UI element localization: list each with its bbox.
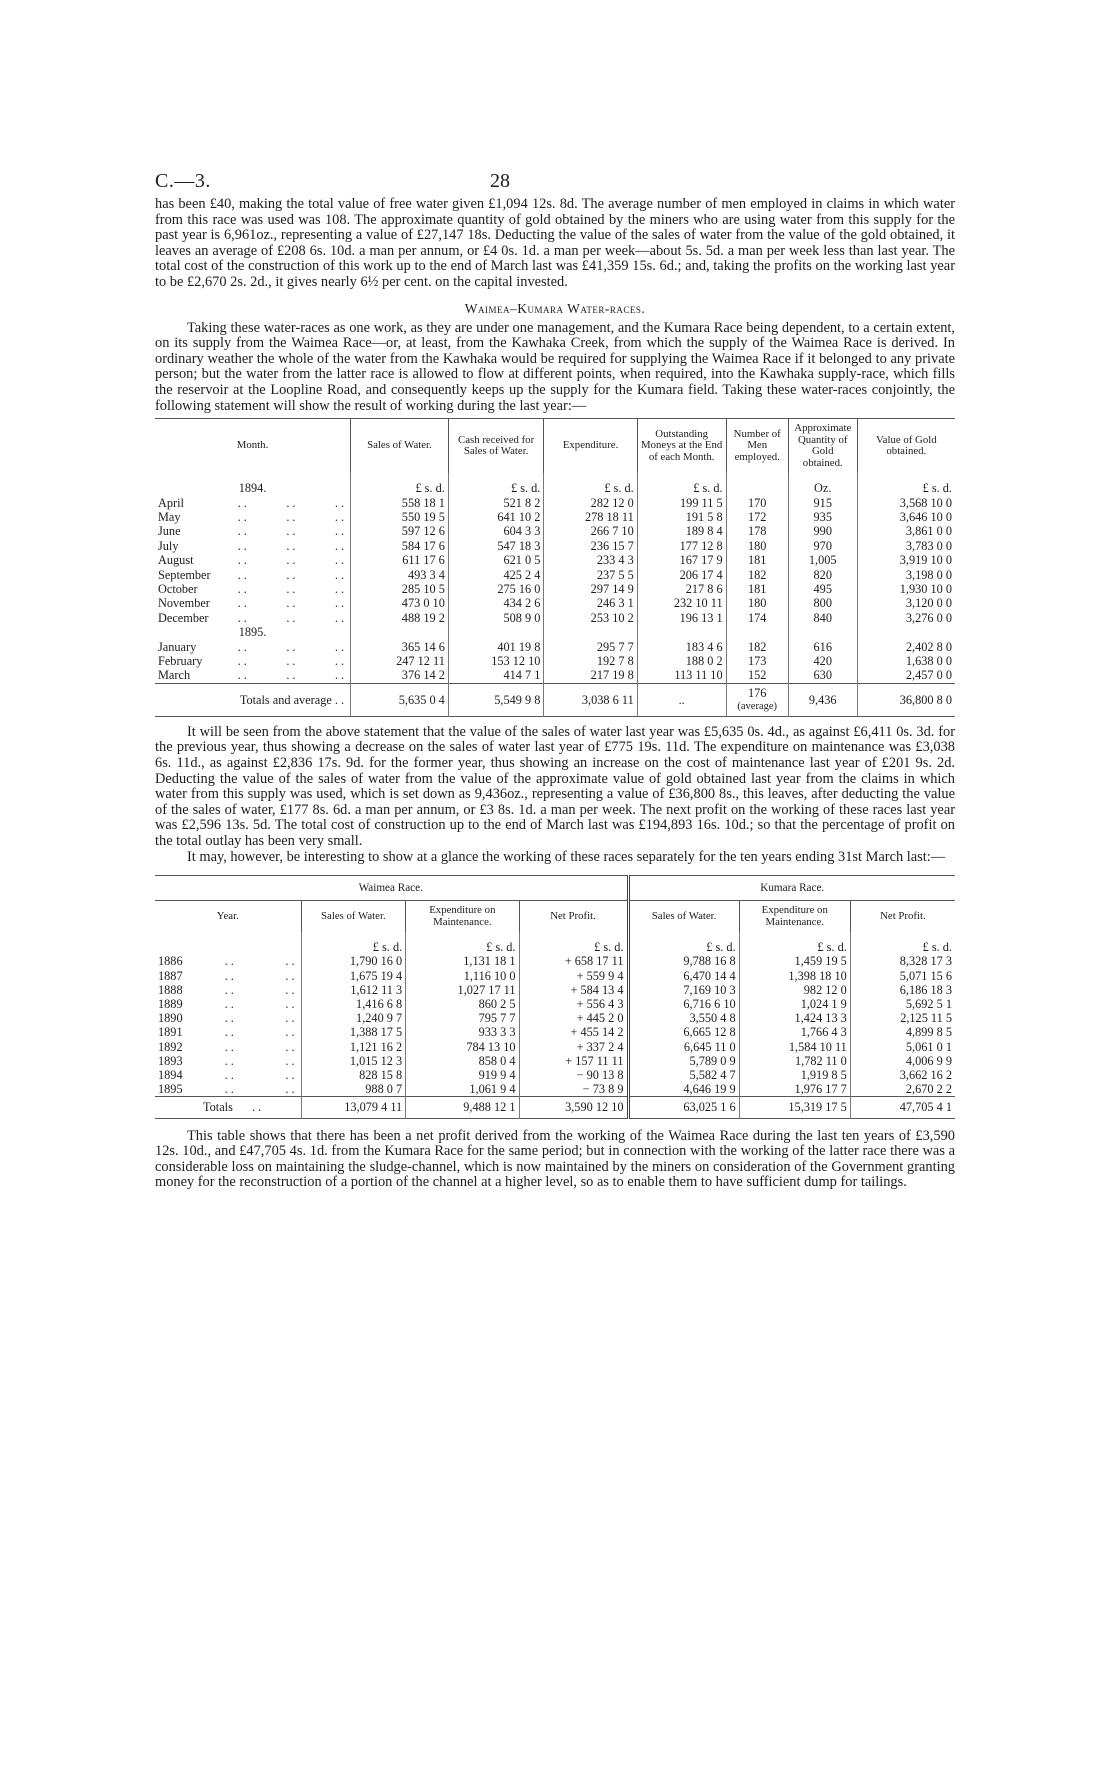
leader-dots: .. .. .. — [237, 567, 348, 582]
total-waimea-expenditure: 9,488 12 1 — [406, 1097, 519, 1118]
waimea-race-group: Waimea Race. — [155, 876, 628, 901]
outstanding-cell: 232 10 11 — [637, 596, 726, 610]
kumara-profit-cell: 4,006 9 9 — [850, 1054, 955, 1068]
totals-label: Totals and average .. — [155, 683, 351, 716]
gold-value-cell: 3,198 0 0 — [857, 568, 955, 582]
table-row — [155, 969, 955, 983]
year-cell — [155, 1054, 301, 1068]
unit-label: £ s. d. — [448, 473, 544, 495]
table-row — [155, 582, 955, 596]
waimea-sales-cell: 1,388 17 5 — [301, 1025, 406, 1039]
cash-cell: 275 16 0 — [448, 582, 544, 596]
group-header-row — [155, 876, 955, 901]
waimea-sales-cell: 1,121 16 2 — [301, 1040, 406, 1054]
col-month-header: Month. — [236, 439, 269, 452]
year-label: 1889 — [158, 996, 183, 1011]
table-row — [155, 1040, 955, 1054]
waimea-sales-cell: 1,240 9 7 — [301, 1011, 406, 1025]
month-label: October — [158, 581, 198, 596]
leader-dots: .. .. — [224, 1025, 298, 1040]
year-label: 1888 — [158, 982, 183, 997]
document-reference: C.—3. — [155, 169, 211, 192]
document-page — [155, 165, 955, 1191]
outstanding-cell: 167 17 9 — [637, 553, 726, 567]
month-cell — [155, 524, 351, 538]
month-cell — [155, 496, 351, 510]
gold-value-cell: 3,919 10 0 — [857, 553, 955, 567]
total-gold-value: 36,800 8 0 — [857, 683, 955, 716]
kumara-expenditure-cell: 1,459 19 5 — [739, 954, 850, 968]
men-cell: 170 — [726, 496, 788, 510]
month-cell — [155, 596, 351, 610]
table-row — [155, 1082, 955, 1097]
leader-dots: .. .. — [224, 968, 298, 983]
unit-label: £ s. d. — [544, 473, 637, 495]
table2-units-row — [155, 932, 955, 954]
table-row — [155, 1068, 955, 1082]
sales-cell: 584 17 6 — [351, 539, 449, 553]
kumara-sales-cell: 6,665 12 8 — [628, 1025, 739, 1039]
paragraph-1: has been £40, making the total value of free water given £1,094 12s. 8d. The average number of men employed in claims in which water from this race was used was 108. The approximate quantity of gold obtained by the miners who are using water from this supply for the past year is 6,961oz., representing a value of £27,147 18s. Deducting the value of the sales of water from the value of the gold obtained, it leaves an average of £208 6s. 10d. a man per annum, or £4 0s. 1d. a man per week—about 5s. 5d. a man per week less than last year. The total cost of the construction of this work up to the end of March last was £41,359 15s. 6d.; and, taking the profits on the working last year to be £2,670 2s. 2d., it gives nearly 6½ per cent. on the capital invested. — [155, 196, 955, 290]
waimea-expenditure-cell: 919 9 4 — [406, 1068, 519, 1082]
leader-dots: .. .. .. — [237, 495, 348, 510]
year-cell — [155, 1082, 301, 1097]
col-men-header: Number of Men employed. — [726, 419, 788, 474]
col-cash-header: Cash received for Sales of Water. — [448, 419, 544, 474]
sales-cell: 550 19 5 — [351, 510, 449, 524]
total-waimea-sales: 13,079 4 11 — [301, 1097, 406, 1118]
unit-label: £ s. d. — [850, 932, 955, 954]
sales-cell: 488 19 2 — [351, 611, 449, 625]
expenditure-cell: 295 7 7 — [544, 640, 637, 654]
expenditure-cell: 282 12 0 — [544, 496, 637, 510]
gold-quantity-cell: 616 — [788, 640, 857, 654]
expenditure-cell: 236 15 7 — [544, 539, 637, 553]
waimea-profit-cell: + 157 11 11 — [519, 1054, 628, 1068]
year-cell — [155, 1068, 301, 1082]
month-cell — [155, 553, 351, 567]
men-cell: 172 — [726, 510, 788, 524]
leader-dots: .. .. — [224, 1082, 298, 1097]
sales-cell: 493 3 4 — [351, 568, 449, 582]
month-label: June — [158, 524, 181, 539]
waimea-profit-cell: + 658 17 11 — [519, 954, 628, 968]
kumara-sales-cell: 9,788 16 8 — [628, 954, 739, 968]
kumara-expenditure-cell: 1,584 10 11 — [739, 1040, 850, 1054]
year-cell — [155, 1040, 301, 1054]
waimea-sales-cell: 1,416 6 8 — [301, 997, 406, 1011]
month-cell — [155, 510, 351, 524]
leader-dots: .. .. — [224, 1011, 298, 1026]
section-heading: Waimea–Kumara Water-races. — [464, 300, 646, 316]
col-gold-value-header: Value of Gold obtained. — [857, 419, 955, 474]
month-cell — [155, 668, 351, 683]
year-cell — [155, 969, 301, 983]
kumara-profit-cell: 2,125 11 5 — [850, 1011, 955, 1025]
outstanding-cell: 189 8 4 — [637, 524, 726, 538]
table-row — [155, 954, 955, 968]
leader-dots: .. .. — [224, 982, 298, 997]
leader-dots: .. .. .. — [237, 524, 348, 539]
unit-label: £ s. d. — [857, 473, 955, 495]
cash-cell: 604 3 3 — [448, 524, 544, 538]
kumara-sales-cell: 6,716 6 10 — [628, 997, 739, 1011]
men-cell: 180 — [726, 596, 788, 610]
men-cell: 182 — [726, 568, 788, 582]
col-kumara-expenditure-header: Expenditure on Maintenance. — [739, 901, 850, 933]
table2-totals-row — [155, 1097, 955, 1118]
waimea-profit-cell: + 445 2 0 — [519, 1011, 628, 1025]
col-kumara-profit-header: Net Profit. — [850, 901, 955, 933]
waimea-sales-cell: 1,675 19 4 — [301, 969, 406, 983]
table-row — [155, 568, 955, 582]
sales-cell: 611 17 6 — [351, 553, 449, 567]
waimea-expenditure-cell: 1,027 17 11 — [406, 983, 519, 997]
gold-quantity-cell: 495 — [788, 582, 857, 596]
gold-quantity-cell: 990 — [788, 524, 857, 538]
table-row — [155, 611, 955, 625]
total-cash: 5,549 9 8 — [448, 683, 544, 716]
month-cell — [155, 611, 351, 625]
month-label: August — [158, 553, 194, 568]
outstanding-cell: 199 11 5 — [637, 496, 726, 510]
leader-dots: .. .. .. — [237, 668, 348, 683]
month-label: September — [158, 567, 211, 582]
leader-dots: .. .. .. — [237, 538, 348, 553]
monthly-statement-table — [155, 418, 955, 717]
running-header — [155, 165, 955, 197]
col-sales-header: Sales of Water. — [351, 419, 449, 474]
men-cell: 182 — [726, 640, 788, 654]
outstanding-cell: 188 0 2 — [637, 654, 726, 668]
table-row — [155, 553, 955, 567]
gold-quantity-cell: 915 — [788, 496, 857, 510]
year-label: 1887 — [158, 968, 183, 983]
sales-cell: 247 12 11 — [351, 654, 449, 668]
year-label: 1890 — [158, 1011, 183, 1026]
kumara-expenditure-cell: 1,398 18 10 — [739, 969, 850, 983]
waimea-profit-cell: + 584 13 4 — [519, 983, 628, 997]
totals-label: Totals .. — [155, 1097, 301, 1118]
gold-value-cell: 2,457 0 0 — [857, 668, 955, 683]
paragraph-3: It will be seen from the above statement that the value of the sales of water last year was £5,635 0s. 4d., as against £6,411 0s. 3d. for the previous year, thus showing a decrease on the sales of water last year of £775 19s. 11d. The expenditure on maintenance was £3,038 6s. 11d., as against £2,836 17s. 9d. for the former year, thus showing an increase on the cost of maintenance last year of £201 9s. 2d. Deducting the value of the sales of water from the value of the approximate value of gold obtained last year from the claims in which water from this supply was used, which is set down as 9,436oz., representing a value of £36,800 8s., this leaves, after deducting the value of the sales of water, £177 8s. 6d. a man per annum, or £3 8s. 1d. a man per week. The next profit on the working of these races last year was £2,596 13s. 5d. The total cost of construction up to the end of March last was £194,893 16s. 10d.; so that the percentage of profit on the total outlay has been very small. — [155, 723, 955, 849]
gold-quantity-cell: 820 — [788, 568, 857, 582]
col-kumara-sales-header: Sales of Water. — [628, 901, 739, 933]
col-waimea-profit-header: Net Profit. — [519, 901, 628, 933]
outstanding-cell: 191 5 8 — [637, 510, 726, 524]
table-row — [155, 1054, 955, 1068]
year-label: 1892 — [158, 1039, 183, 1054]
leader-dots: .. .. .. — [237, 509, 348, 524]
col-waimea-sales-header: Sales of Water. — [301, 901, 406, 933]
outstanding-cell: 177 12 8 — [637, 539, 726, 553]
cash-cell: 153 12 10 — [448, 654, 544, 668]
table-row — [155, 539, 955, 553]
kumara-profit-cell: 5,071 15 6 — [850, 969, 955, 983]
month-label: March — [158, 668, 191, 683]
waimea-sales-cell: 828 15 8 — [301, 1068, 406, 1082]
table-row — [155, 983, 955, 997]
total-kumara-profit: 47,705 4 1 — [850, 1097, 955, 1118]
table-row — [155, 1011, 955, 1025]
table1-totals-row — [155, 683, 955, 716]
table-row — [155, 654, 955, 668]
leader-dots: .. .. .. — [237, 610, 348, 625]
cash-cell: 425 2 4 — [448, 568, 544, 582]
outstanding-cell: 206 17 4 — [637, 568, 726, 582]
waimea-profit-cell: + 556 4 3 — [519, 997, 628, 1011]
total-kumara-sales: 63,025 1 6 — [628, 1097, 739, 1118]
table1-header-row — [155, 419, 955, 474]
year-label: 1894. — [238, 481, 267, 496]
expenditure-cell: 237 5 5 — [544, 568, 637, 582]
sales-cell: 376 14 2 — [351, 668, 449, 683]
total-gold-quantity: 9,436 — [788, 683, 857, 716]
table-row — [155, 640, 955, 654]
month-label: February — [158, 654, 203, 668]
year-cell — [155, 997, 301, 1011]
expenditure-cell: 278 18 11 — [544, 510, 637, 524]
kumara-expenditure-cell: 1,424 13 3 — [739, 1011, 850, 1025]
year-cell — [155, 1011, 301, 1025]
sales-cell: 473 0 10 — [351, 596, 449, 610]
expenditure-cell: 253 10 2 — [544, 611, 637, 625]
col-year-header: Year. — [216, 909, 239, 922]
waimea-profit-cell: − 90 13 8 — [519, 1068, 628, 1082]
col-waimea-expenditure-header: Expenditure on Maintenance. — [406, 901, 519, 933]
gold-value-cell: 3,646 10 0 — [857, 510, 955, 524]
table-row — [155, 668, 955, 683]
cash-cell: 521 8 2 — [448, 496, 544, 510]
unit-label: £ s. d. — [637, 473, 726, 495]
col-expenditure-header: Expenditure. — [544, 419, 637, 474]
gold-value-cell: 2,402 8 0 — [857, 640, 955, 654]
gold-value-cell: 3,861 0 0 — [857, 524, 955, 538]
col-gold-quantity-header: Approximate Quantity of Gold obtained. — [788, 419, 857, 474]
waimea-sales-cell: 1,015 12 3 — [301, 1054, 406, 1068]
unit-label: £ s. d. — [351, 473, 449, 495]
cash-cell: 434 2 6 — [448, 596, 544, 610]
men-cell: 174 — [726, 611, 788, 625]
month-cell — [155, 539, 351, 553]
men-cell: 180 — [726, 539, 788, 553]
unit-label: £ s. d. — [406, 932, 519, 954]
paragraph-5: This table shows that there has been a net profit derived from the working of the Waimea Race during the last ten years of £3,590 12s. 10d., and £47,705 4s. 1d. from the Kumara Race for the same period; but in connection with the working of the latter race there was a considerable loss on maintaining the sludge-channel, which is now maintained by the miners on consideration of the Government granting money for the reconstruction of a portion of the channel at a higher level, so as to enable them to have sufficient dump for tailings. — [155, 1127, 955, 1191]
cash-cell: 641 10 2 — [448, 510, 544, 524]
gold-quantity-cell: 840 — [788, 611, 857, 625]
cash-cell: 547 18 3 — [448, 539, 544, 553]
table-row — [155, 496, 955, 510]
kumara-sales-cell: 5,582 4 7 — [628, 1068, 739, 1082]
kumara-expenditure-cell: 1,766 4 3 — [739, 1025, 850, 1039]
expenditure-cell: 233 4 3 — [544, 553, 637, 567]
kumara-profit-cell: 2,670 2 2 — [850, 1082, 955, 1097]
table-row — [155, 524, 955, 538]
year-cell — [155, 954, 301, 968]
gold-value-cell: 3,783 0 0 — [857, 539, 955, 553]
sales-cell: 558 18 1 — [351, 496, 449, 510]
month-cell — [155, 582, 351, 596]
total-kumara-expenditure: 15,319 17 5 — [739, 1097, 850, 1118]
gold-quantity-cell: 420 — [788, 654, 857, 668]
leader-dots: .. .. — [224, 954, 298, 969]
kumara-sales-cell: 6,470 14 4 — [628, 969, 739, 983]
table1-units-row — [155, 473, 955, 495]
month-label: December — [158, 610, 209, 625]
unit-label: £ s. d. — [739, 932, 850, 954]
leader-dots: .. .. .. — [237, 553, 348, 568]
sales-cell: 285 10 5 — [351, 582, 449, 596]
kumara-profit-cell: 5,061 0 1 — [850, 1040, 955, 1054]
leader-dots: .. .. — [224, 1039, 298, 1054]
kumara-sales-cell: 3,550 4 8 — [628, 1011, 739, 1025]
leader-dots: .. .. — [224, 1053, 298, 1068]
men-cell: 178 — [726, 524, 788, 538]
waimea-sales-cell: 1,790 16 0 — [301, 954, 406, 968]
page-number: 28 — [490, 169, 510, 192]
expenditure-cell: 266 7 10 — [544, 524, 637, 538]
cash-cell: 508 9 0 — [448, 611, 544, 625]
cash-cell: 621 0 5 — [448, 553, 544, 567]
year-label: 1891 — [158, 1025, 183, 1040]
waimea-sales-cell: 988 0 7 — [301, 1082, 406, 1097]
gold-value-cell: 3,568 10 0 — [857, 496, 955, 510]
men-cell: 173 — [726, 654, 788, 668]
gold-value-cell: 3,276 0 0 — [857, 611, 955, 625]
waimea-expenditure-cell: 933 3 3 — [406, 1025, 519, 1039]
month-label: July — [158, 538, 179, 553]
outstanding-cell: 183 4 6 — [637, 640, 726, 654]
kumara-sales-cell: 6,645 11 0 — [628, 1040, 739, 1054]
kumara-sales-cell: 7,169 10 3 — [628, 983, 739, 997]
year-cell — [155, 983, 301, 997]
expenditure-cell: 246 3 1 — [544, 596, 637, 610]
outstanding-cell: 113 11 10 — [637, 668, 726, 683]
year-label: 1894 — [158, 1067, 183, 1082]
table2-header-row — [155, 901, 955, 933]
total-outstanding: .. — [637, 683, 726, 716]
kumara-profit-cell: 5,692 5 1 — [850, 997, 955, 1011]
waimea-expenditure-cell: 1,061 9 4 — [406, 1082, 519, 1097]
gold-quantity-cell: 630 — [788, 668, 857, 683]
kumara-profit-cell: 4,899 8 5 — [850, 1025, 955, 1039]
month-cell — [155, 568, 351, 582]
kumara-expenditure-cell: 1,919 8 5 — [739, 1068, 850, 1082]
ten-year-table — [155, 875, 955, 1118]
sales-cell: 365 14 6 — [351, 640, 449, 654]
col-outstanding-header: Outstanding Moneys at the End of each Month. — [637, 419, 726, 474]
table-row — [155, 510, 955, 524]
men-cell: 152 — [726, 668, 788, 683]
total-sales: 5,635 0 4 — [351, 683, 449, 716]
table-row — [155, 596, 955, 610]
month-cell — [155, 640, 351, 654]
leader-dots: .. .. .. — [237, 639, 348, 654]
kumara-expenditure-cell: 1,024 1 9 — [739, 997, 850, 1011]
men-cell: 181 — [726, 582, 788, 596]
total-men: 176 (average) — [726, 683, 788, 716]
month-label: November — [158, 596, 210, 611]
expenditure-cell: 192 7 8 — [544, 654, 637, 668]
leader-dots: .. .. .. — [237, 654, 348, 668]
gold-value-cell: 1,930 10 0 — [857, 582, 955, 596]
table-row — [155, 997, 955, 1011]
unit-label: £ s. d. — [301, 932, 406, 954]
total-waimea-profit: 3,590 12 10 — [519, 1097, 628, 1118]
waimea-expenditure-cell: 795 7 7 — [406, 1011, 519, 1025]
waimea-expenditure-cell: 784 13 10 — [406, 1040, 519, 1054]
waimea-expenditure-cell: 1,131 18 1 — [406, 954, 519, 968]
waimea-profit-cell: + 559 9 4 — [519, 969, 628, 983]
month-label: May — [158, 509, 181, 524]
table-row — [155, 1025, 955, 1039]
unit-label: £ s. d. — [628, 932, 739, 954]
kumara-expenditure-cell: 1,782 11 0 — [739, 1054, 850, 1068]
expenditure-cell: 297 14 9 — [544, 582, 637, 596]
waimea-expenditure-cell: 1,116 10 0 — [406, 969, 519, 983]
year-label: 1895. — [238, 625, 267, 640]
paragraph-4: It may, however, be interesting to show at a glance the working of these races separately for the ten years ending 31st March last:— — [187, 848, 946, 865]
cash-cell: 401 19 8 — [448, 640, 544, 654]
month-cell — [155, 654, 351, 668]
total-expenditure: 3,038 6 11 — [544, 683, 637, 716]
outstanding-cell: 196 13 1 — [637, 611, 726, 625]
waimea-sales-cell: 1,612 11 3 — [301, 983, 406, 997]
gold-quantity-cell: 800 — [788, 596, 857, 610]
kumara-profit-cell: 8,328 17 3 — [850, 954, 955, 968]
year-row — [155, 625, 955, 639]
year-label: 1893 — [158, 1053, 183, 1068]
year-cell — [155, 1025, 301, 1039]
month-label: January — [158, 639, 197, 654]
waimea-expenditure-cell: 858 0 4 — [406, 1054, 519, 1068]
waimea-profit-cell: + 337 2 4 — [519, 1040, 628, 1054]
gold-value-cell: 3,120 0 0 — [857, 596, 955, 610]
gold-quantity-cell: 935 — [788, 510, 857, 524]
month-label: April — [158, 495, 184, 510]
kumara-expenditure-cell: 1,976 17 7 — [739, 1082, 850, 1097]
leader-dots: .. .. .. — [237, 596, 348, 611]
outstanding-cell: 217 8 6 — [637, 582, 726, 596]
waimea-profit-cell: − 73 8 9 — [519, 1082, 628, 1097]
men-cell: 181 — [726, 553, 788, 567]
leader-dots: .. .. — [224, 1067, 298, 1082]
leader-dots: .. .. .. — [237, 581, 348, 596]
year-label: 1895 — [158, 1082, 183, 1097]
kumara-profit-cell: 6,186 18 3 — [850, 983, 955, 997]
waimea-expenditure-cell: 860 2 5 — [406, 997, 519, 1011]
paragraph-2: Taking these water-races as one work, as they are under one management, and the Kumara Race being dependent, to a certain extent, on its supply from the Waimea Race—or, at least, from the Kawhaka Creek, from which the supply of the Waimea Race is derived. In ordinary weather the whole of the water from the Kawhaka would be required for supplying the Waimea Race if it belonged to any private person; but the water from the latter race is allowed to flow at different points, when required, into the Kawhaka supply-race, which fills the reservoir at the Loopline Road, and consequently keeps up the supply for the Kumara field. Taking these water-races conjointly, the following statement will show the result of working during the last year:— — [155, 319, 955, 414]
kumara-race-group: Kumara Race. — [628, 876, 955, 901]
waimea-profit-cell: + 455 14 2 — [519, 1025, 628, 1039]
year-label: 1886 — [158, 954, 183, 969]
unit-label: £ s. d. — [519, 932, 628, 954]
gold-quantity-cell: 1,005 — [788, 553, 857, 567]
kumara-sales-cell: 5,789 0 9 — [628, 1054, 739, 1068]
sales-cell: 597 12 6 — [351, 524, 449, 538]
gold-quantity-cell: 970 — [788, 539, 857, 553]
kumara-expenditure-cell: 982 12 0 — [739, 983, 850, 997]
expenditure-cell: 217 19 8 — [544, 668, 637, 683]
cash-cell: 414 7 1 — [448, 668, 544, 683]
gold-value-cell: 1,638 0 0 — [857, 654, 955, 668]
leader-dots: .. .. — [224, 996, 298, 1011]
unit-label: Oz. — [788, 473, 857, 495]
kumara-profit-cell: 3,662 16 2 — [850, 1068, 955, 1082]
kumara-sales-cell: 4,646 19 9 — [628, 1082, 739, 1097]
